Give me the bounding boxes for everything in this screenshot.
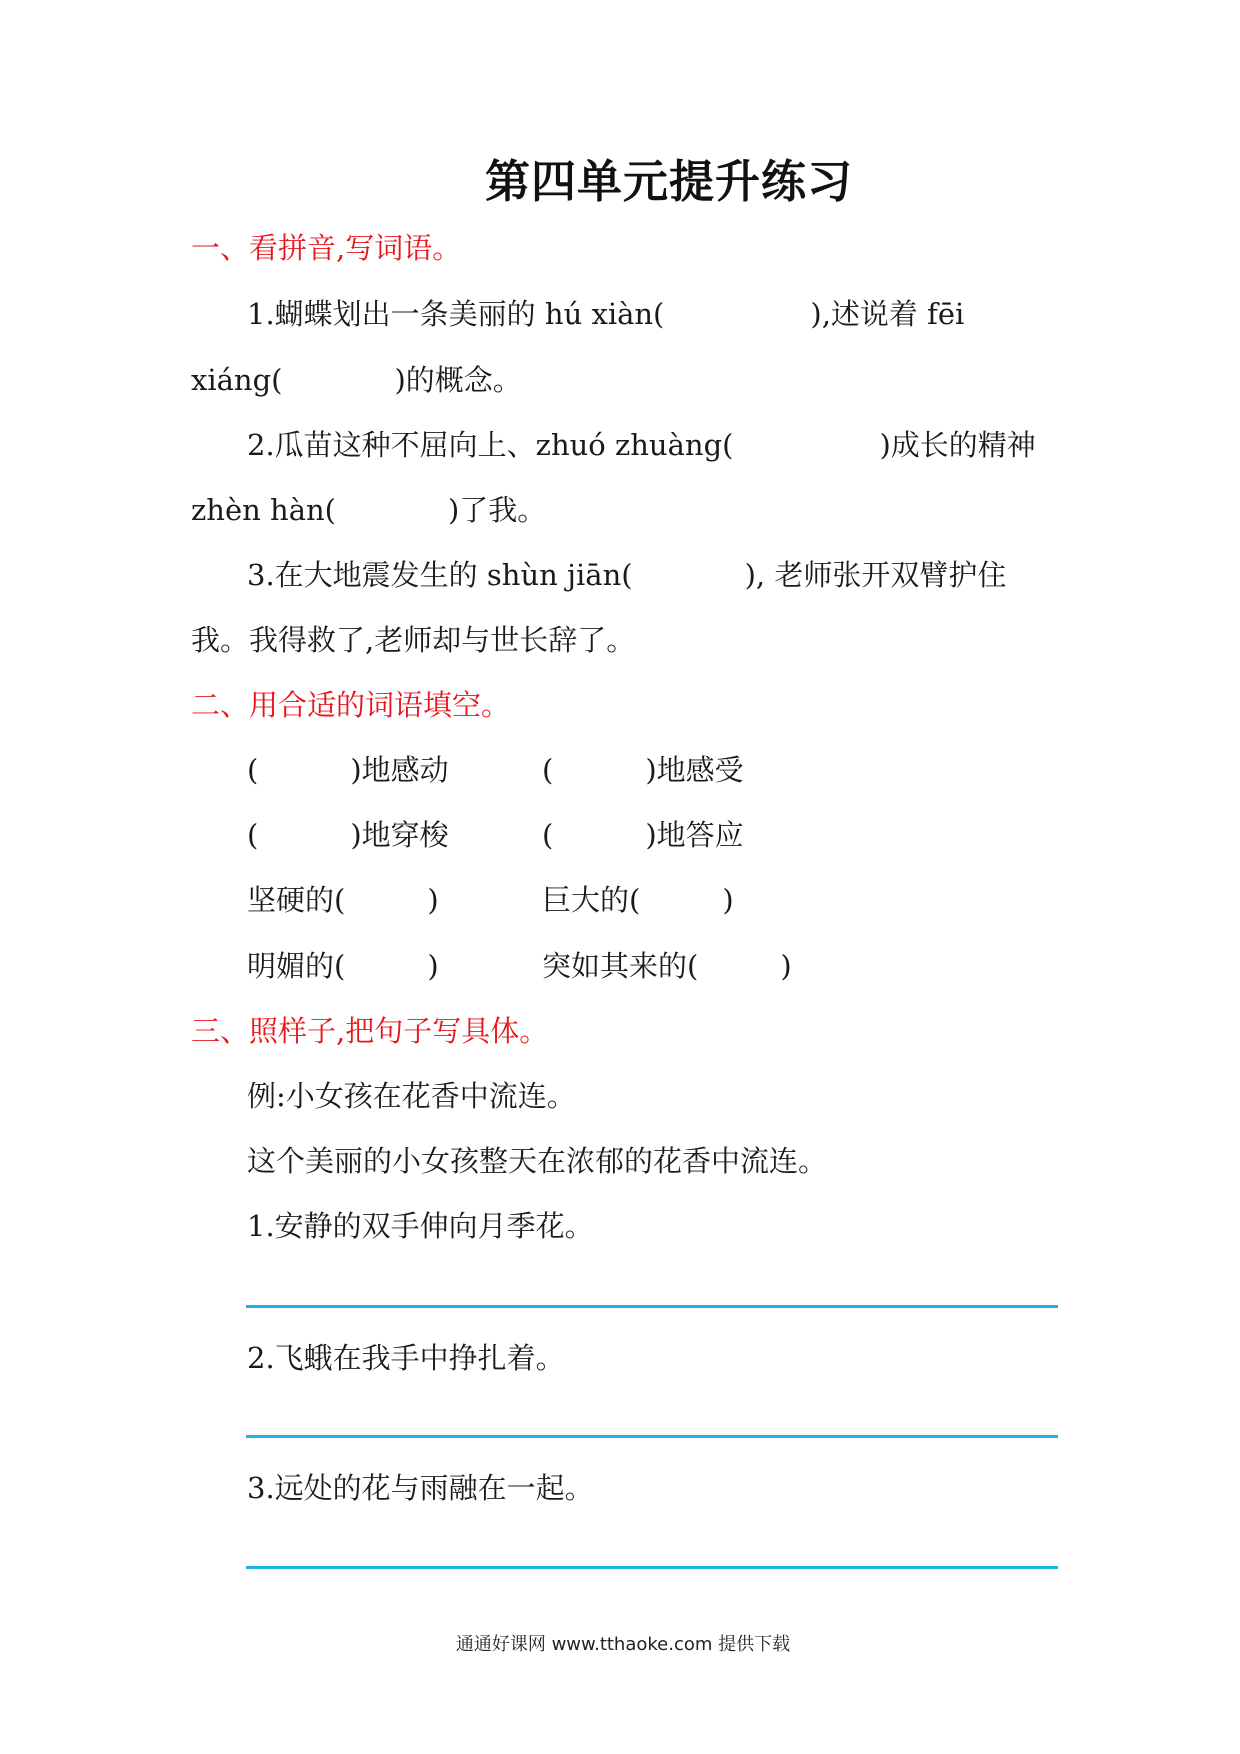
answer-line-1 (246, 1305, 1058, 1308)
answer-blank (336, 510, 448, 520)
fill-item (247, 817, 449, 853)
line-text: 1.蝴蝶划出一条美丽的 hú xiàn( (247, 297, 665, 331)
answer-blank (633, 575, 745, 585)
fill-item (542, 817, 744, 853)
fill-suffix: )地穿梭 (350, 818, 449, 852)
line-text: ),述说着 fēi (810, 297, 965, 331)
answer-blank (553, 835, 645, 845)
section1-heading: 一、看拼音,写词语。 (191, 231, 462, 265)
fill-item (542, 948, 792, 984)
fill-prefix: ( (247, 818, 259, 852)
answer-blank (345, 966, 427, 976)
section1-q2-line2 (191, 492, 546, 528)
fill-suffix: ) (427, 949, 439, 983)
answer-blank (282, 380, 394, 390)
fill-suffix: ) (427, 883, 439, 917)
section1-q3-line2 (191, 622, 635, 658)
answer-blank (698, 966, 780, 976)
answer-blank (664, 314, 810, 324)
fill-suffix: ) (780, 949, 792, 983)
fill-prefix: 坚硬的( (247, 883, 346, 917)
page-footer: 通通好课网 www.tthaoke.com 提供下载 (455, 1634, 791, 1655)
fill-suffix: )地感受 (645, 753, 744, 787)
section3-heading: 三、照样子,把句子写具体。 (191, 1014, 549, 1048)
line-text: 我。我得救了,老师却与世长辞了。 (191, 623, 636, 657)
fill-prefix: ( (247, 753, 259, 787)
line-text: )成长的精神 (879, 428, 1036, 462)
line-text: ), 老师张开双臂护住 (744, 558, 1007, 592)
question-3: 3.远处的花与雨融在一起。 (247, 1471, 594, 1505)
fill-item (247, 948, 439, 984)
fill-prefix: 突如其来的( (542, 949, 699, 983)
section1-q1-line2 (191, 362, 522, 398)
fill-item (247, 882, 439, 918)
line-text: zhèn hàn( (191, 493, 336, 527)
fill-suffix: ) (722, 883, 734, 917)
line-text: xiáng( (191, 363, 283, 397)
answer-blank (733, 445, 879, 455)
fill-prefix: ( (542, 753, 554, 787)
answer-line-2 (246, 1435, 1058, 1438)
section1-q2-line1 (247, 427, 1036, 463)
answer-blank (640, 900, 722, 910)
fill-prefix: 巨大的( (542, 883, 641, 917)
fill-suffix: )地感动 (350, 753, 449, 787)
fill-suffix: )地答应 (645, 818, 744, 852)
fill-prefix: ( (542, 818, 554, 852)
fill-item (542, 882, 734, 918)
line-text: 3.在大地震发生的 shùn jiān( (247, 558, 633, 592)
example-answer: 这个美丽的小女孩整天在浓郁的花香中流连。 (247, 1144, 828, 1178)
example-sentence: 例:小女孩在花香中流连。 (247, 1079, 576, 1113)
fill-item (247, 752, 449, 788)
page-title: 第四单元提升练习 (484, 155, 853, 208)
section2-heading: 二、用合适的词语填空。 (191, 688, 511, 722)
answer-blank (553, 770, 645, 780)
answer-blank (345, 900, 427, 910)
line-text: 2.瓜苗这种不屈向上、zhuó zhuàng( (247, 428, 734, 462)
section1-q3-line1 (247, 557, 1006, 593)
line-text: )了我。 (447, 493, 547, 527)
section1-q1-line1 (247, 296, 964, 332)
answer-blank (258, 770, 350, 780)
line-text: )的概念。 (394, 363, 522, 397)
question-2: 2.飞蛾在我手中挣扎着。 (247, 1341, 565, 1375)
fill-prefix: 明媚的( (247, 949, 346, 983)
question-1: 1.安静的双手伸向月季花。 (247, 1209, 594, 1243)
fill-item (542, 752, 744, 788)
answer-blank (258, 835, 350, 845)
answer-line-3 (246, 1566, 1058, 1569)
